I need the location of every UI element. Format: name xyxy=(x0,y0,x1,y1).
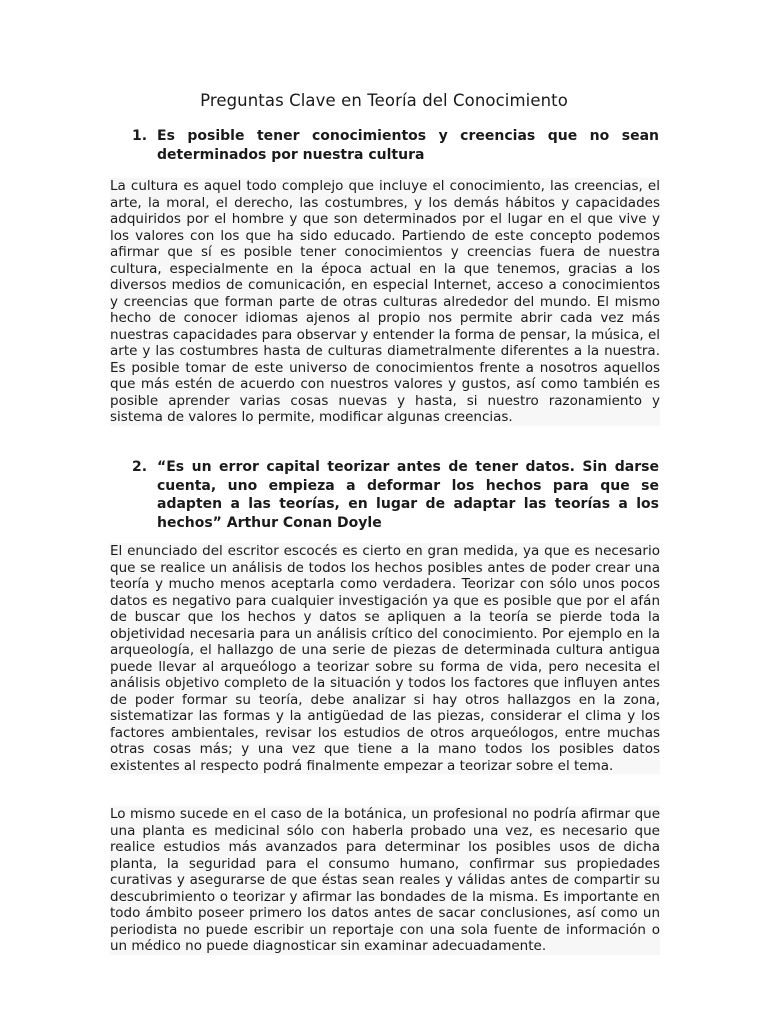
answer-paragraph-2: El enunciado del escritor escocés es cierto en gran medida, ya que es necesario que se realice un análisis de todos los hechos posibles antes de poder crear una teoría y mucho menos aceptarla como verdadera. Teorizar con sólo unos pocos datos es negativo para cualquier investigación ya que es posible que por el afán de buscar que los hechos y datos se apliquen a la teoría se pierde toda la objetividad necesaria para un análisis crítico del conocimiento. Por ejemplo en la arqueología, el hallazgo de una serie de piezas de determinada cultura antigua puede llevar al arqueólogo a teorizar sobre su forma de vida, pero necesita el análisis objetivo completo de la situación y todos los factores que influyen antes de poder formar su teoría, debe analizar si hay otros hallazgos en la zona, sistematizar las formas y la antigüedad de las piezas, considerar el clima y los factores ambientales, revisar los estudios de otros arqueólogos, entre muchas otras cosas más; y una vez que tiene a la mano todos los posibles datos existentes al respecto podrá finalmente empezar a teorizar sobre el tema. xyxy=(110,543,660,774)
document-title: Preguntas Clave en Teoría del Conocimiento xyxy=(200,91,568,110)
answer-paragraph-1: La cultura es aquel todo complejo que incluye el conocimiento, las creencias, el arte, la moral, el derecho, las costumbres, y los demás hábitos y capacidades adquiridos por el hombre y que son determinados por el lugar en el que vive y los valores con los que ha sido educado. Partiendo de este concepto podemos afirmar que sí es posible tener conocimientos y creencias fuera de nuestra cultura, especialmente en la época actual en la que tenemos, gracias a los diversos medios de comunicación, en especial Internet, acceso a conocimientos y creencias que forman parte de otras culturas alrededor del mundo. El mismo hecho de conocer idiomas ajenos al propio nos permite abrir cada vez más nuestras capacidades para observar y entender la forma de pensar, la música, el arte y las costumbres hasta de culturas diametralmente diferentes a la nuestra. Es posible tomar de este universo de conocimientos frente a nosotros aquellos que más estén de acuerdo con nuestros valores y gustos, así como también es posible aprender varias cosas nuevas y hasta, si nuestro razonamiento y sistema de valores lo permite, modificar algunas creencias. xyxy=(110,178,660,425)
question-2 xyxy=(132,458,659,532)
question-number: 1. xyxy=(132,128,148,144)
answer-paragraph-3: Lo mismo sucede en el caso de la botánica, un profesional no podría afirmar que una planta es medicinal sólo con haberla probado una vez, es necesario que realice estudios más avanzados para determinar los posibles usos de dicha planta, la seguridad para el consumo humano, confirmar sus propiedades curativas y asegurarse de que éstas sean reales y válidas antes de compartir su descubrimiento o teorizar y afirmar las bondades de la misma. Es importante en todo ámbito poseer primero los datos antes de sacar conclusiones, así como un periodista no puede escribir un reportaje con una sola fuente de información o un médico no puede diagnosticar sin examinar adecuadamente. xyxy=(110,806,660,954)
question-text: “Es un error capital teorizar antes de tener datos. Sin darse cuenta, uno empieza a deformar los hechos para que se adapten a las teorías, en lugar de adaptar las teorías a los hechos” Arthur Conan Doyle xyxy=(157,459,659,531)
question-text: Es posible tener conocimientos y creencias que no sean determinados por nuestra cultura xyxy=(157,128,659,163)
question-1 xyxy=(132,127,659,164)
question-number: 2. xyxy=(132,459,148,475)
